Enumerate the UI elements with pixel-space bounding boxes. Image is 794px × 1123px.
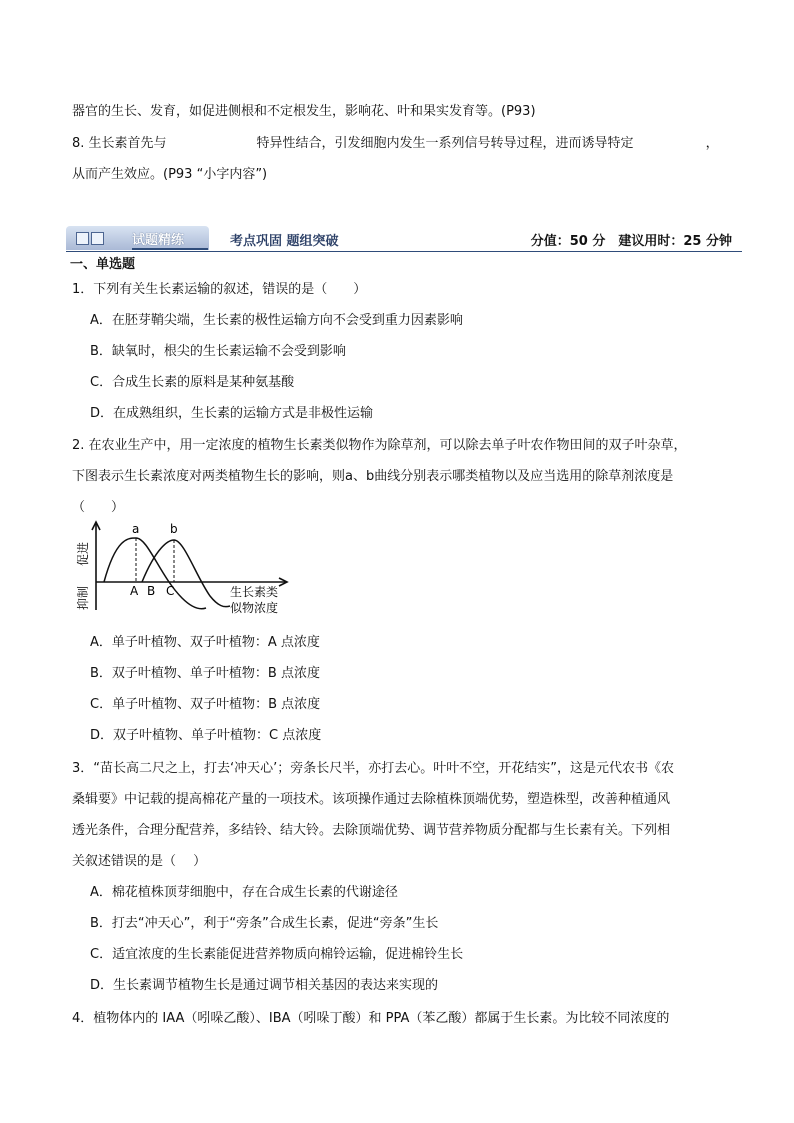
question-3-stem-line-3: 透光条件，合理分配营养，多结铃、结大铃。去除顶端优势、调节营养物质分配都与生长素有关。下列相 <box>72 823 671 838</box>
tab-underline <box>132 248 208 250</box>
score-and-time: 分值：50 分 建议用时：25 分钟 <box>530 234 732 249</box>
growth-curve-figure <box>72 518 302 626</box>
q2-option-c: C．单子叶植物、双子叶植物：B 点浓度 <box>90 697 321 712</box>
q3-option-a: A．棉花植株顶芽细胞中，存在合成生长素的代谢途径 <box>90 885 398 900</box>
intro-line: 器官的生长、发育，如促进侧根和不定根发生，影响花、叶和果实发育等。(P93) <box>72 104 536 119</box>
q3-option-d: D．生长素调节植物生长是通过调节相关基因的表达来实现的 <box>90 978 439 993</box>
section-heading: 一、单选题 <box>70 257 136 272</box>
q1-option-b: B．缺氧时，根尖的生长素运输不会受到影响 <box>90 344 346 359</box>
section-rule <box>66 251 742 252</box>
document-icon <box>76 232 89 245</box>
x-axis-label-1: 生长素类 <box>230 585 279 599</box>
item-8-start: 8. 生长素首先与 <box>72 136 167 151</box>
q3-option-b: B．打去“冲天心”，利于“旁条”合成生长素，促进“旁条”生长 <box>90 916 439 931</box>
q3-option-c: C．适宜浓度的生长素能促进营养物质向棉铃运输，促进棉铃生长 <box>90 947 464 962</box>
y-axis-label-promote: 促进 <box>76 541 90 566</box>
question-2-stem-line-2: 下图表示生长素浓度对两类植物生长的影响，则a、b曲线分别表示哪类植物以及应当选用的除草剂浓度是 <box>72 469 674 484</box>
q2-option-a: A．单子叶植物、双子叶植物：A 点浓度 <box>90 635 320 650</box>
curve-b-label: b <box>170 522 178 536</box>
q1-option-d: D．在成熟组织，生长素的运输方式是非极性运输 <box>90 406 374 421</box>
curve-a-label: a <box>132 522 140 536</box>
q2-option-b: B．双子叶植物、单子叶植物：B 点浓度 <box>90 666 320 681</box>
x-axis-label-2: 似物浓度 <box>230 601 279 615</box>
section-tab <box>66 226 209 250</box>
item-8-end: ， <box>705 136 719 151</box>
section-tab-label: 试题精练 <box>132 233 185 248</box>
question-3-stem-line-4: 关叙述错误的是（ ） <box>72 854 207 869</box>
item-8-middle: 特异性结合，引发细胞内发生一系列信号转导过程，进而诱导特定 <box>256 136 634 151</box>
point-c-label: C <box>166 584 175 598</box>
question-3-stem-line-1: 3．“苗长高二尺之上，打去‘冲天心’；旁条长尺半，亦打去心。叶叶不空，开花结实”，这是元代农书《农 <box>72 761 675 776</box>
point-a-label: A <box>130 584 139 598</box>
question-3-stem-line-2: 桑辑要》中记载的提高棉花产量的一项技术。该项操作通过去除植株顶端优势，塑造株型，改善种植通风 <box>72 792 671 807</box>
question-4-stem-line-1: 4．植物体内的 IAA（吲哚乙酸）、IBA（吲哚丁酸）和 PPA（苯乙酸）都属于生长素。为比较不同浓度的 <box>72 1011 670 1026</box>
question-1-stem: 1．下列有关生长素运输的叙述，错误的是（ ） <box>72 282 367 297</box>
y-axis-label-inhibit: 抑制 <box>76 585 90 610</box>
q1-option-a: A．在胚芽鞘尖端，生长素的极性运输方向不会受到重力因素影响 <box>90 313 463 328</box>
question-2-stem-line-3: （ ） <box>72 500 125 515</box>
q2-option-d: D．双子叶植物、单子叶植物：C 点浓度 <box>90 728 322 743</box>
document-icon <box>91 232 104 245</box>
q1-option-c: C．合成生长素的原料是某种氨基酸 <box>90 375 295 390</box>
curve-a <box>104 538 206 609</box>
item-8-line-2: 从而产生效应。(P93 “小字内容”) <box>72 167 268 182</box>
question-2-stem-line-1: 2. 在农业生产中，用一定浓度的植物生长素类似物作为除草剂，可以除去单子叶农作物田间的双子叶杂草， <box>72 438 687 453</box>
point-b-label: B <box>147 584 156 598</box>
item-8-line <box>72 135 719 153</box>
section-header-bar <box>66 224 742 252</box>
section-subtitle: 考点巩固 题组突破 <box>230 234 339 249</box>
